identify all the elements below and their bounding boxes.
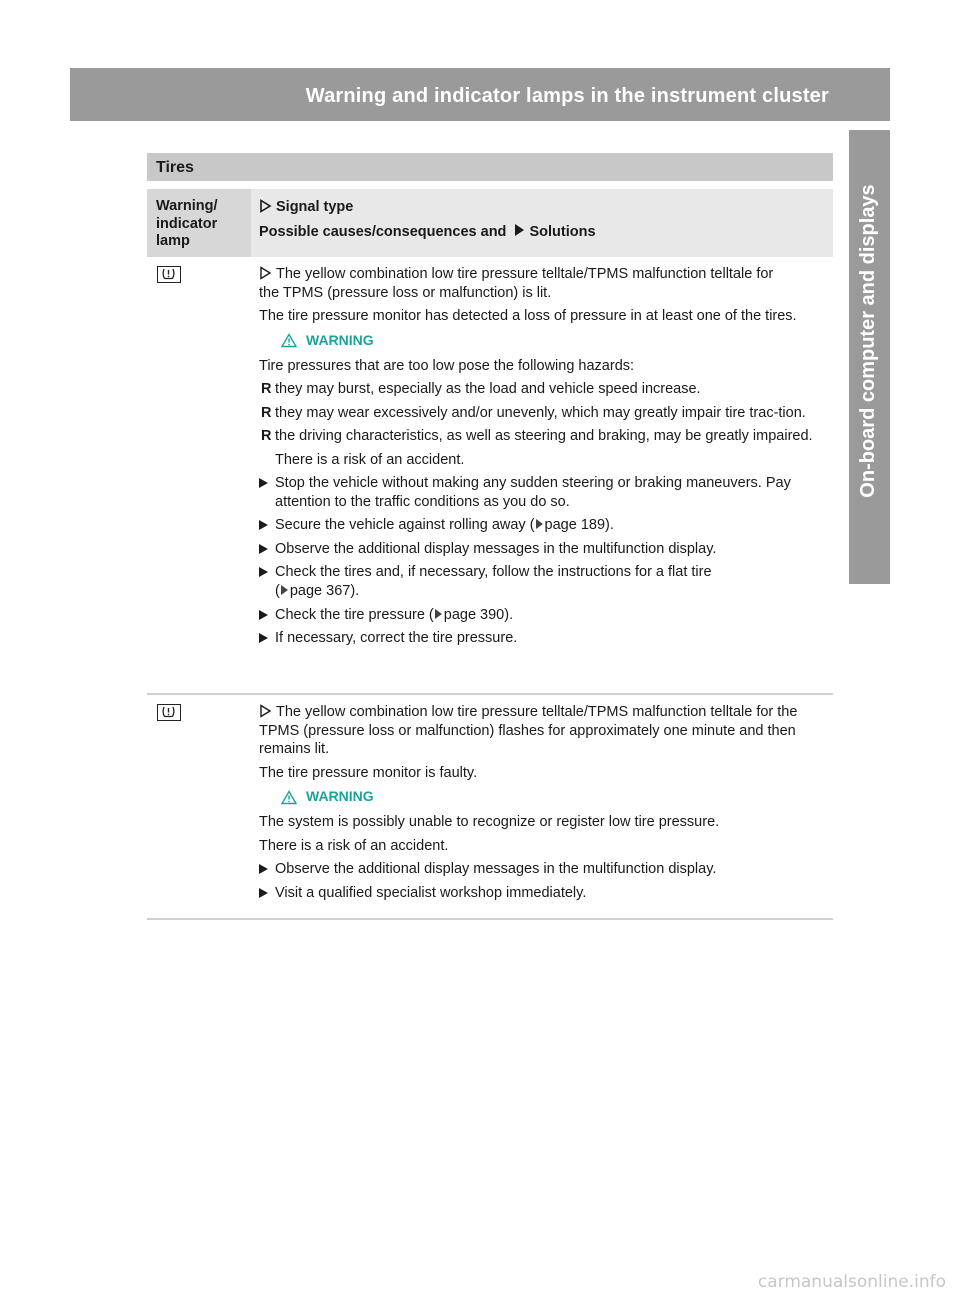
warning-label: WARNING [306, 788, 374, 805]
header-divider [900, 68, 903, 121]
cause-text: The tire pressure monitor has detected a loss of pressure in at least one of the tires. [259, 308, 797, 325]
step-text: Observe the additional display messages in the multifunction display. [275, 540, 717, 557]
step-text: If necessary, correct the tire pressure. [275, 630, 518, 647]
row-content [259, 265, 829, 653]
column-header-lamp [147, 189, 251, 257]
page-reference-icon [435, 609, 442, 619]
tire-pressure-warning-icon [157, 704, 181, 721]
warning-triangle-icon [281, 790, 297, 805]
step-arrow-icon [259, 610, 268, 620]
step-text: Observe the additional display messages in the multifunction display. [275, 861, 717, 878]
watermark: carmanualsonline.info [757, 1272, 946, 1292]
solution-step [259, 516, 829, 535]
warning-heading [281, 332, 829, 350]
solution-step [259, 606, 829, 625]
step-text: Secure the vehicle against rolling away ( [275, 517, 535, 534]
column-header-signal [251, 189, 833, 257]
hazard-text: they may burst, especially as the load and vehicle speed increase. [275, 381, 701, 398]
section-header [147, 153, 833, 181]
causes-label: Possible causes/consequences and [259, 223, 507, 240]
step-arrow-icon [259, 478, 268, 488]
solution-step [259, 474, 829, 511]
hazard-text: they may wear excessively and/or unevenly, which may greatly impair tire trac-tion. [275, 404, 806, 421]
solution-step: Check the tires and, if necessary, follow the instructions for a flat tire ( page 367). [259, 563, 829, 600]
page-reference-link[interactable]: page 189 [544, 517, 606, 534]
signal-type-icon [259, 704, 272, 718]
chapter-tab-label: On-board computer and displays [857, 184, 880, 498]
signal-description [259, 265, 829, 302]
page-number: 323 [917, 88, 947, 107]
signal-text: The yellow combination low tire pressure telltale/TPMS malfunction telltale for the TPMS (pressure loss or malfunction) flashes for approximately one minute and then remains lit. [259, 704, 798, 758]
signal-text: the TPMS (pressure loss or malfunction) is lit. [259, 284, 552, 301]
warning-triangle-icon [281, 333, 297, 348]
warning-intro: Tire pressures that are too low pose the following hazards: [259, 357, 635, 374]
page-reference-icon [281, 585, 288, 595]
step-text: Stop the vehicle without making any sudden steering or braking maneuvers. Pay attention to the traffic conditions as you do so. [275, 475, 791, 510]
hazard-item [259, 427, 829, 469]
warning-heading [281, 788, 829, 806]
bullet-mark: R [261, 404, 272, 421]
solution-step [259, 540, 829, 559]
page-reference-link[interactable]: page 390 [443, 606, 505, 623]
warning-label: WARNING [306, 331, 374, 348]
signal-text: The yellow combination low tire pressure telltale/TPMS malfunction telltale for [276, 266, 774, 282]
step-arrow-icon [259, 864, 268, 874]
cause-text: The tire pressure monitor is faulty. [259, 764, 478, 781]
table-header [147, 189, 833, 257]
chapter-tab-marker [849, 543, 890, 584]
solution-step [259, 860, 829, 879]
hazard-item [259, 380, 829, 399]
hazard-item [259, 404, 829, 423]
table-row [147, 259, 833, 695]
signal-type-label: Signal type [276, 199, 354, 215]
column-header-signal-type [259, 198, 825, 217]
page-reference-icon [536, 519, 543, 529]
solution-step [259, 629, 829, 648]
step-text: Visit a qualified specialist workshop immediately. [275, 884, 587, 901]
bullet-mark: R [261, 381, 272, 398]
solutions-arrow-icon [515, 224, 524, 236]
step-text: ). [350, 583, 360, 600]
step-arrow-icon [259, 888, 268, 898]
table-row [147, 697, 833, 920]
page-reference-link[interactable]: page 367 [289, 583, 351, 600]
section-title: Tires [156, 159, 194, 176]
signal-type-icon [259, 266, 272, 280]
step-text: Check the tires and, if necessary, follow the instructions for a flat tire [275, 564, 712, 581]
tire-pressure-warning-icon [157, 266, 181, 283]
warning-text: The system is possibly unable to recognize or register low tire pressure. [259, 814, 720, 831]
step-arrow-icon [259, 567, 268, 577]
page-title: Warning and indicator lamps in the instrument cluster [305, 85, 829, 107]
column-header-lamp-line: lamp [156, 233, 190, 250]
page-header [70, 68, 947, 121]
step-text: ). [504, 606, 514, 623]
hazard-text: the driving characteristics, as well as steering and braking, may be greatly impaired. [275, 428, 813, 445]
column-header-lamp-line: Warning/ [156, 198, 218, 214]
risk-text: There is a risk of an accident. [259, 837, 449, 854]
solutions-label: Solutions [529, 223, 596, 240]
solution-step [259, 884, 829, 903]
step-arrow-icon [259, 520, 268, 530]
step-arrow-icon [259, 544, 268, 554]
column-header-lamp-line: indicator [156, 215, 218, 232]
step-arrow-icon [259, 633, 268, 643]
bullet-mark: R [261, 428, 272, 445]
risk-text: There is a risk of an accident. [275, 451, 465, 468]
step-text: Check the tire pressure ( [275, 606, 434, 623]
signal-type-icon [259, 199, 272, 213]
row-content [259, 703, 829, 907]
step-text: ). [605, 517, 614, 534]
signal-description [259, 703, 829, 759]
column-header-causes [259, 223, 825, 242]
